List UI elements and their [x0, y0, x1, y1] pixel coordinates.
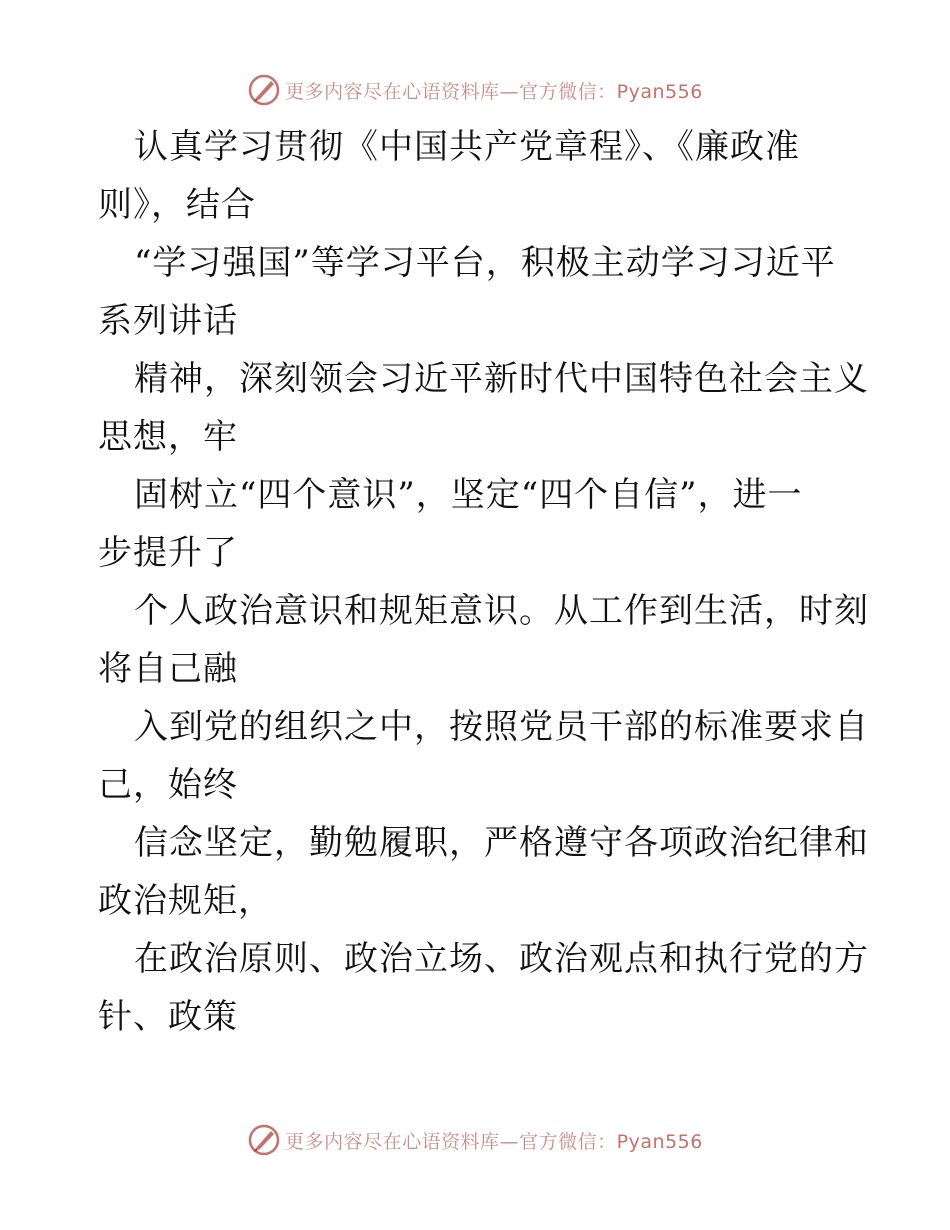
paragraph-line: 认真学习贯彻《中国共产党章程》、《廉政准	[134, 127, 800, 167]
paragraph-line: 己，始终	[98, 765, 238, 805]
paragraph-line: 系列讲话	[98, 301, 238, 341]
watermark-text: 更多内容尽在心语资料库—官方微信：Pyan556	[285, 1130, 703, 1153]
paragraph-line: 政治规矩，	[98, 881, 273, 921]
document-body	[98, 118, 869, 1046]
paragraph-line: 入到党的组织之中，按照党员干部的标准要求自	[134, 707, 869, 747]
paragraph-line: 步提升了	[98, 533, 238, 573]
paragraph-line: 在政治原则、政治立场、政治观点和执行党的方	[134, 939, 869, 979]
paragraph-line: “学习强国”等学习平台，积极主动学习习近平	[134, 243, 836, 283]
paragraph-line: 则》，结合	[98, 185, 256, 225]
paragraph-line: 将自己融	[98, 649, 238, 689]
paragraph-line: 信念坚定，勤勉履职，严格遵守各项政治纪律和	[134, 823, 869, 863]
paragraph-line: 精神，深刻领会习近平新时代中国特色社会主义	[134, 359, 869, 399]
paragraph-line: 固树立“四个意识”，坚定“四个自信”，进一	[134, 475, 803, 515]
quill-seal-icon	[247, 1123, 281, 1157]
footer-watermark	[0, 1120, 950, 1160]
paragraph-line: 思想，牢	[98, 417, 238, 457]
paragraph-line: 针、政策	[98, 997, 238, 1037]
paragraph-line: 个人政治意识和规矩意识。从工作到生活，时刻	[134, 591, 869, 631]
quill-seal-icon	[247, 73, 281, 107]
header-watermark	[0, 70, 950, 110]
watermark-text: 更多内容尽在心语资料库—官方微信：Pyan556	[285, 80, 703, 103]
